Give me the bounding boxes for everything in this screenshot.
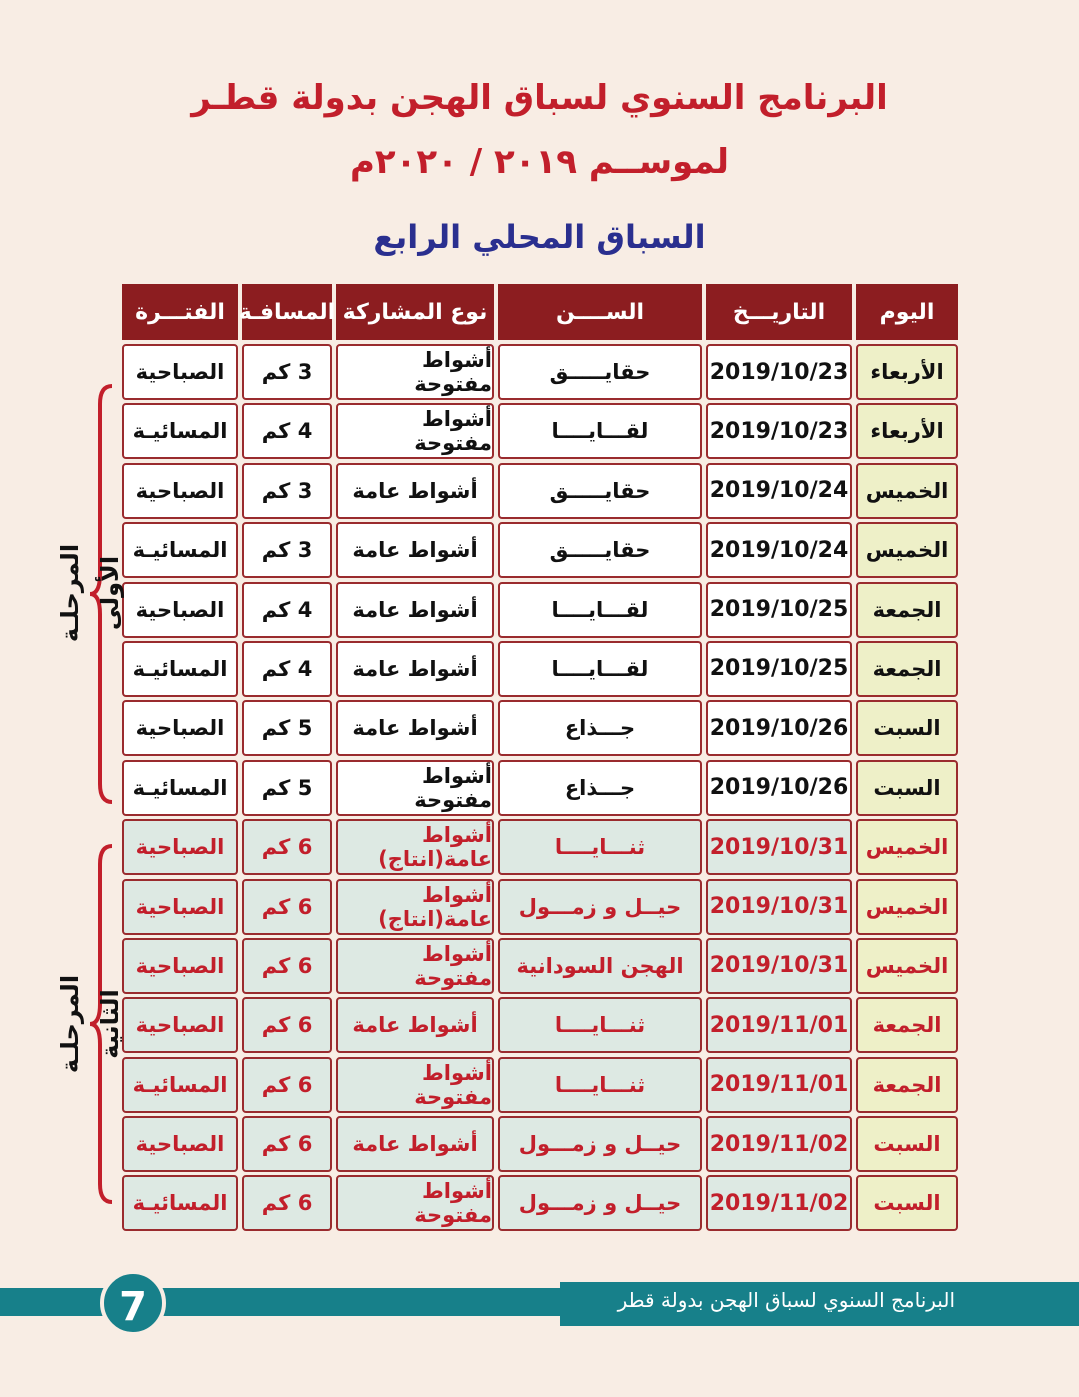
table-row bbox=[122, 760, 958, 816]
cell-period: الصباحية bbox=[122, 582, 238, 638]
page-number: 7 bbox=[100, 1270, 166, 1336]
cell-date: 2019/10/24 bbox=[706, 522, 852, 578]
cell-age: لقـــايــــا bbox=[498, 582, 702, 638]
table-row bbox=[122, 463, 958, 519]
cell-period: الصباحية bbox=[122, 344, 238, 400]
cell-date: 2019/10/26 bbox=[706, 760, 852, 816]
cell-age: حقايـــــق bbox=[498, 522, 702, 578]
header-age: الســــن bbox=[498, 284, 702, 340]
cell-day: الخميس bbox=[856, 463, 958, 519]
cell-type: أشواط عامة bbox=[336, 522, 494, 578]
cell-day: السبت bbox=[856, 1175, 958, 1231]
cell-age: لقـــايــــا bbox=[498, 403, 702, 459]
cell-distance: 3 كم bbox=[242, 463, 332, 519]
cell-age: جـــذاع bbox=[498, 700, 702, 756]
cell-period: المسائيـة bbox=[122, 522, 238, 578]
cell-distance: 6 كم bbox=[242, 1057, 332, 1113]
cell-date: 2019/10/23 bbox=[706, 403, 852, 459]
cell-type: أشواط مفتوحة bbox=[336, 1057, 494, 1113]
table-row bbox=[122, 641, 958, 697]
cell-day: الجمعة bbox=[856, 641, 958, 697]
cell-date: 2019/10/25 bbox=[706, 582, 852, 638]
header-period: الفتـــرة bbox=[122, 284, 238, 340]
cell-age: حقايـــــق bbox=[498, 463, 702, 519]
table-row bbox=[122, 522, 958, 578]
cell-type: أشواط عامة(انتاج) bbox=[336, 879, 494, 935]
table-row bbox=[122, 819, 958, 875]
cell-age: ثنـــايــــا bbox=[498, 819, 702, 875]
cell-day: الخميس bbox=[856, 819, 958, 875]
cell-period: الصباحية bbox=[122, 700, 238, 756]
cell-type: أشواط مفتوحة bbox=[336, 344, 494, 400]
cell-period: الصباحية bbox=[122, 1116, 238, 1172]
cell-type: أشواط عامة bbox=[336, 582, 494, 638]
table-row bbox=[122, 1057, 958, 1113]
table-row bbox=[122, 582, 958, 638]
cell-date: 2019/11/02 bbox=[706, 1175, 852, 1231]
cell-date: 2019/10/25 bbox=[706, 641, 852, 697]
cell-period: الصباحية bbox=[122, 997, 238, 1053]
header-day: اليوم bbox=[856, 284, 958, 340]
cell-age: حيــل و زمـــول bbox=[498, 1116, 702, 1172]
cell-type: أشواط عامة bbox=[336, 997, 494, 1053]
cell-type: أشواط عامة bbox=[336, 641, 494, 697]
footer-text: البرنامج السنوي لسباق الهجن بدولة قطر bbox=[617, 1288, 955, 1312]
cell-type: أشواط عامة(انتاج) bbox=[336, 819, 494, 875]
cell-day: الجمعة bbox=[856, 997, 958, 1053]
cell-distance: 3 كم bbox=[242, 344, 332, 400]
cell-date: 2019/10/31 bbox=[706, 819, 852, 875]
cell-period: المسائيـة bbox=[122, 1057, 238, 1113]
cell-period: الصباحية bbox=[122, 819, 238, 875]
cell-day: الخميس bbox=[856, 522, 958, 578]
cell-period: الصباحية bbox=[122, 879, 238, 935]
cell-date: 2019/10/23 bbox=[706, 344, 852, 400]
table-row bbox=[122, 344, 958, 400]
cell-period: الصباحية bbox=[122, 938, 238, 994]
table-row bbox=[122, 1116, 958, 1172]
header-type: نوع المشاركة bbox=[336, 284, 494, 340]
cell-day: الجمعة bbox=[856, 1057, 958, 1113]
table-body bbox=[122, 344, 958, 1231]
cell-date: 2019/10/31 bbox=[706, 879, 852, 935]
cell-type: أشواط مفتوحة bbox=[336, 1175, 494, 1231]
cell-day: الأربعاء bbox=[856, 344, 958, 400]
cell-date: 2019/11/01 bbox=[706, 1057, 852, 1113]
cell-period: المسائيـة bbox=[122, 641, 238, 697]
cell-date: 2019/10/26 bbox=[706, 700, 852, 756]
cell-age: حقايـــــق bbox=[498, 344, 702, 400]
cell-distance: 6 كم bbox=[242, 819, 332, 875]
main-title: البرنامج السنوي لسباق الهجن بدولة قطـر bbox=[191, 78, 888, 118]
cell-age: جـــذاع bbox=[498, 760, 702, 816]
table-row bbox=[122, 1175, 958, 1231]
cell-distance: 5 كم bbox=[242, 760, 332, 816]
cell-distance: 6 كم bbox=[242, 997, 332, 1053]
cell-age: لقـــايــــا bbox=[498, 641, 702, 697]
cell-date: 2019/11/02 bbox=[706, 1116, 852, 1172]
cell-period: المسائيـة bbox=[122, 1175, 238, 1231]
cell-type: أشواط عامة bbox=[336, 463, 494, 519]
cell-distance: 6 كم bbox=[242, 1116, 332, 1172]
header-date: التاريـــخ bbox=[706, 284, 852, 340]
cell-type: أشواط عامة bbox=[336, 700, 494, 756]
cell-age: ثنـــايــــا bbox=[498, 997, 702, 1053]
race-title: السباق المحلي الرابع bbox=[373, 218, 706, 256]
cell-distance: 4 كم bbox=[242, 641, 332, 697]
cell-distance: 4 كم bbox=[242, 403, 332, 459]
cell-type: أشواط مفتوحة bbox=[336, 403, 494, 459]
schedule-table bbox=[122, 284, 958, 1235]
cell-age: حيــل و زمـــول bbox=[498, 1175, 702, 1231]
cell-day: الأربعاء bbox=[856, 403, 958, 459]
cell-day: الخميس bbox=[856, 938, 958, 994]
stage1-label: المرحلـة الأولى bbox=[56, 543, 124, 643]
season-subtitle: لموســم ٢٠١٩ / ٢٠٢٠م bbox=[349, 142, 730, 182]
table-row bbox=[122, 879, 958, 935]
table-row bbox=[122, 997, 958, 1053]
cell-type: أشواط عامة bbox=[336, 1116, 494, 1172]
cell-distance: 6 كم bbox=[242, 1175, 332, 1231]
cell-day: السبت bbox=[856, 760, 958, 816]
cell-period: المسائيـة bbox=[122, 403, 238, 459]
cell-type: أشواط مفتوحة bbox=[336, 938, 494, 994]
cell-day: السبت bbox=[856, 700, 958, 756]
table-row bbox=[122, 938, 958, 994]
cell-distance: 6 كم bbox=[242, 938, 332, 994]
cell-date: 2019/10/24 bbox=[706, 463, 852, 519]
cell-distance: 6 كم bbox=[242, 879, 332, 935]
header-distance: المسافـة bbox=[242, 284, 332, 340]
cell-date: 2019/10/31 bbox=[706, 938, 852, 994]
cell-date: 2019/11/01 bbox=[706, 997, 852, 1053]
stage2-label: المرحلـة الثانية bbox=[56, 974, 124, 1074]
cell-period: الصباحية bbox=[122, 463, 238, 519]
cell-type: أشواط مفتوحة bbox=[336, 760, 494, 816]
cell-day: الخميس bbox=[856, 879, 958, 935]
cell-age: الهجن السودانية bbox=[498, 938, 702, 994]
cell-distance: 3 كم bbox=[242, 522, 332, 578]
cell-distance: 4 كم bbox=[242, 582, 332, 638]
cell-distance: 5 كم bbox=[242, 700, 332, 756]
cell-age: ثنـــايــــا bbox=[498, 1057, 702, 1113]
cell-period: المسائيـة bbox=[122, 760, 238, 816]
cell-age: حيــل و زمـــول bbox=[498, 879, 702, 935]
table-header bbox=[122, 284, 958, 340]
cell-day: السبت bbox=[856, 1116, 958, 1172]
cell-day: الجمعة bbox=[856, 582, 958, 638]
table-row bbox=[122, 403, 958, 459]
table-row bbox=[122, 700, 958, 756]
